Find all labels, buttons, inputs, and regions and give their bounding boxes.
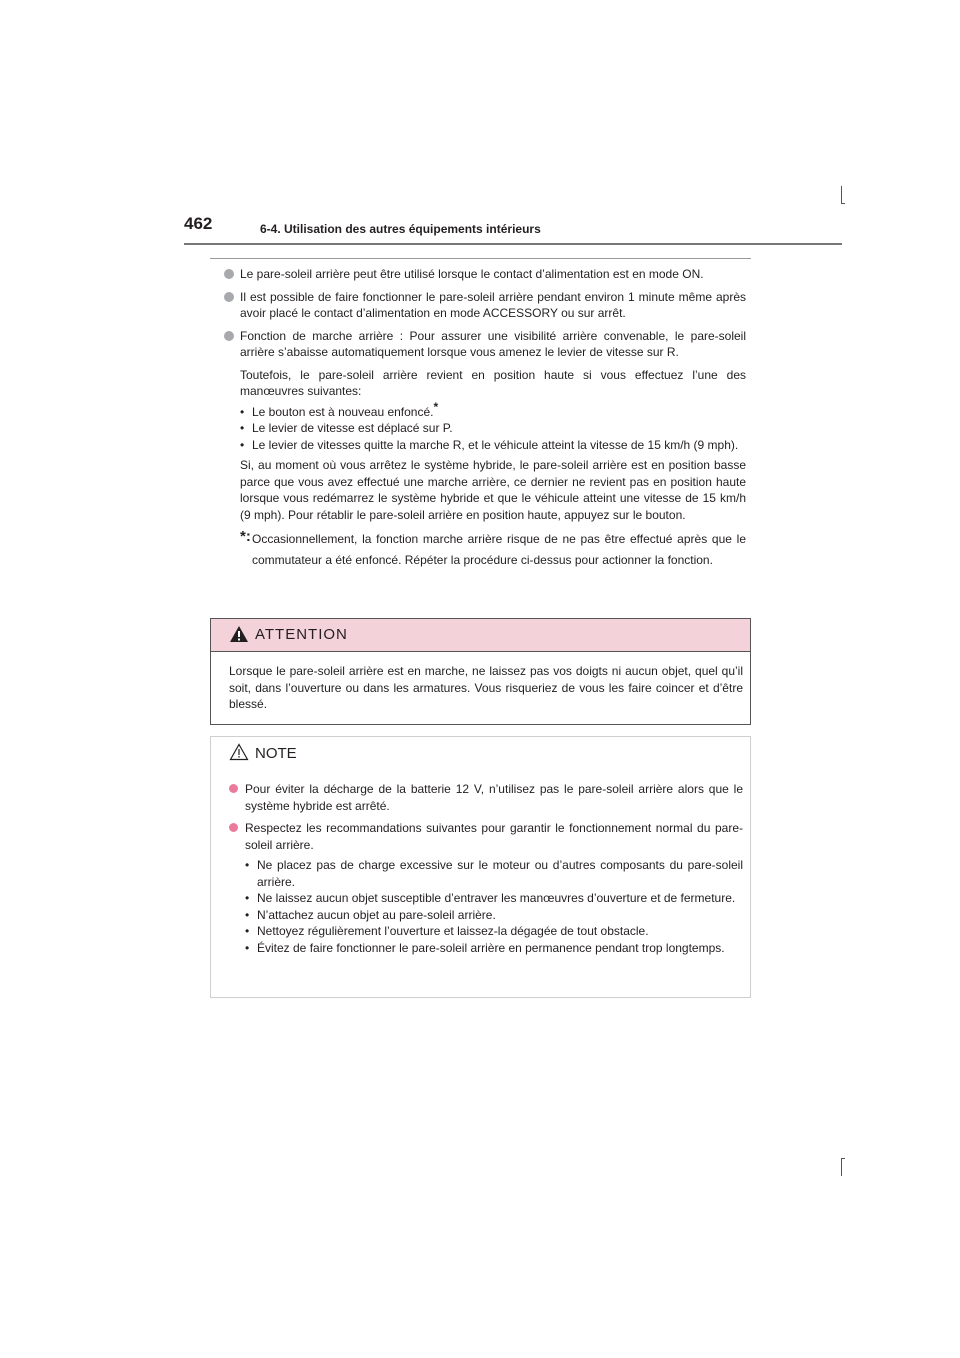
- page-number: 462: [184, 214, 213, 233]
- note-sub-item-text: Ne placez pas de charge excessive sur le moteur ou d’autres composants du pare-soleil arrière.: [257, 858, 743, 889]
- note-bullet-item: [229, 820, 743, 853]
- sub-item: [224, 399, 746, 421]
- sub-bullet-marker: •: [240, 421, 245, 435]
- sub-bullet-marker: •: [245, 924, 250, 938]
- attention-header: [211, 619, 750, 652]
- note-sub-item: [229, 857, 743, 890]
- bullet-dot-icon: [224, 292, 234, 302]
- sub-bullet-marker: •: [240, 437, 245, 452]
- note-sub-item: [229, 940, 743, 957]
- caution-triangle-outline-icon: [229, 743, 249, 761]
- note-sub-item-text: Ne laissez aucun objet susceptible d’entraver les manœuvres d’ouverture et de fermeture.: [257, 891, 736, 905]
- footnote: [240, 529, 746, 571]
- bullet-item: [224, 328, 746, 361]
- crop-mark-bottom-right: [841, 1158, 842, 1176]
- attention-text: Lorsque le pare-soleil arrière est en marche, ne laissez pas vos doigts ni aucun objet, quel qu’il soit, dans l’ouverture ou dans les armatures. Vous risqueriez de vous les faire coincer et d’être blessé.: [229, 664, 743, 711]
- crop-mark-top-right-foot: [841, 203, 845, 204]
- sub-bullet-marker: •: [245, 858, 250, 872]
- paragraph-hybrid-restart: Si, au moment où vous arrêtez le système hybride, le pare-soleil arrière est en position basse parce que vous avez effectué une marche arrière, ce dernier ne revient pas en position haute lorsque vous redémarrez le système hybride et que le véhicule atteint une vitesse de 15 km/h (9 mph). Pour rétablir le pare-soleil arrière en position haute, appuyez sur le bouton.: [240, 458, 746, 522]
- sub-bullet-marker: •: [245, 907, 250, 922]
- note-sub-item: [229, 907, 743, 924]
- section-title: 6-4. Utilisation des autres équipements intérieurs: [260, 222, 541, 236]
- bullet-text: Il est possible de faire fonctionner le pare-soleil arrière pendant environ 1 minute même après avoir placé le contact d’alimentation en mode ACCESSORY ou sur arrêt.: [240, 289, 746, 320]
- header-rule: [184, 243, 842, 245]
- bullet-item: [224, 289, 746, 322]
- footnote-text: Occasionnellement, la fonction marche arrière risque de ne pas être effectué après que le commutateur a été enfoncé. Répéter la procédure ci-dessus pour actionner la fonction.: [252, 532, 746, 567]
- note-bullet-item: [229, 781, 743, 814]
- note-bullet-dot-icon: [229, 823, 238, 832]
- note-bullet-dot-icon: [229, 784, 238, 793]
- note-bullet-text: Pour éviter la décharge de la batterie 12 V, n’utilisez pas le pare-soleil arrière alors que le système hybride est arrêté.: [245, 782, 743, 813]
- bullet-dot-icon: [224, 331, 234, 341]
- note-sub-item: [229, 923, 743, 940]
- content-top-rule: [210, 258, 751, 259]
- crop-mark-top-right: [841, 186, 842, 204]
- note-sub-item: [229, 890, 743, 907]
- footnote-star: *: [433, 399, 439, 414]
- main-content: [224, 266, 746, 571]
- sub-bullet-marker: •: [240, 404, 245, 419]
- sub-item-text: Le levier de vitesses quitte la marche R, et le véhicule atteint la vitesse de 15 km/h (9 mph).: [252, 437, 739, 452]
- warning-triangle-icon: [229, 625, 249, 643]
- bullet-text: Le pare-soleil arrière peut être utilisé lorsque le contact d’alimentation est en mode ON.: [240, 267, 704, 281]
- note-sub-item-text: Nettoyez régulièrement l’ouverture et laissez-la dégagée de tout obstacle.: [257, 924, 649, 938]
- bullet-dot-icon: [224, 269, 234, 279]
- note-title: NOTE: [255, 745, 297, 762]
- paragraph-manoeuvres: Toutefois, le pare-soleil arrière revient en position haute si vous effectuez l’une des manœuvres suivantes:: [240, 367, 746, 398]
- sub-item: [224, 420, 746, 437]
- sub-bullet-marker: •: [245, 891, 250, 905]
- note-sub-item-text: N’attachez aucun objet au pare-soleil arrière.: [257, 907, 496, 922]
- attention-box: [210, 618, 751, 725]
- sub-item-text: Le levier de vitesse est déplacé sur P.: [252, 421, 453, 435]
- note-body: [229, 781, 743, 956]
- note-bullet-text: Respectez les recommandations suivantes pour garantir le fonctionnement normal du pare-soleil arrière.: [245, 821, 743, 852]
- sub-item-text: Le bouton est à nouveau enfoncé.: [252, 404, 434, 419]
- footnote-marker: *:: [240, 528, 251, 545]
- bullet-text: Fonction de marche arrière : Pour assurer une visibilité arrière convenable, le pare-soleil arrière s’abaisse automatiquement lorsque vous amenez le levier de vitesse sur R.: [240, 328, 746, 359]
- attention-title: ATTENTION: [255, 626, 348, 643]
- note-box: [210, 736, 751, 998]
- bullet-item: [224, 266, 746, 283]
- note-sub-item-text: Évitez de faire fonctionner le pare-soleil arrière en permanence pendant trop longtemps.: [257, 940, 725, 955]
- sub-item: [224, 437, 746, 454]
- crop-mark-bottom-right-foot: [841, 1158, 845, 1159]
- sub-bullet-marker: •: [245, 940, 250, 955]
